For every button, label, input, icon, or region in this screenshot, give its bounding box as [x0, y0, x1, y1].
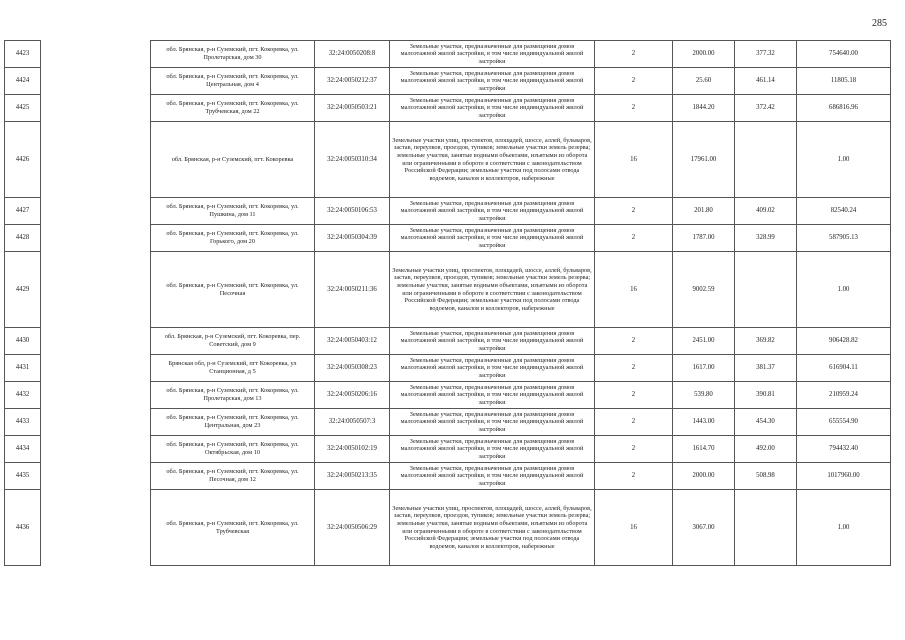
address-cell: обл. Брянская, р-н Суземский, пгт. Кокоревка, ул. Центральная, дом 4 [151, 68, 315, 95]
rate-cell: 328.99 [735, 225, 797, 252]
page-number: 285 [872, 18, 887, 29]
cadastral-number-cell: 32:24:0050208:8 [315, 41, 390, 68]
table-row [5, 436, 891, 463]
group-cell: 2 [595, 436, 673, 463]
address-cell: обл. Брянская, р-н Суземский, пгт. Кокоревка, ул. Октябрьская, дом 10 [151, 436, 315, 463]
cadastral-value-cell: 655554.90 [797, 409, 891, 436]
cadastral-number-cell: 32:24:0050507:3 [315, 409, 390, 436]
cadastral-number-cell: 32:24:0050304:39 [315, 225, 390, 252]
area-cell: 2000.00 [673, 463, 735, 490]
cadastral-number-cell: 32:24:0050106:53 [315, 198, 390, 225]
group-cell: 2 [595, 225, 673, 252]
row-number: 4427 [5, 198, 41, 225]
table-row [5, 382, 891, 409]
cadastral-number-cell: 32:24:0050206:16 [315, 382, 390, 409]
land-use-type-cell: Земельные участки, предназначенные для размещения домов малоэтажной жилой застройки, в том числе индивидуальной жилой застройки [390, 68, 595, 95]
table-row [5, 68, 891, 95]
group-cell: 16 [595, 122, 673, 198]
cadastral-value-cell: 1.00 [797, 252, 891, 328]
rate-cell [735, 122, 797, 198]
rate-cell: 369.82 [735, 328, 797, 355]
cadastral-number-cell: 32:24:0050506:29 [315, 490, 390, 566]
table-row [5, 463, 891, 490]
cadastral-number-cell: 32:24:0050211:36 [315, 252, 390, 328]
rate-cell: 381.37 [735, 355, 797, 382]
cadastral-value-cell: 1.00 [797, 490, 891, 566]
cadastral-value-cell: 210959.24 [797, 382, 891, 409]
area-cell: 539.80 [673, 382, 735, 409]
spacer-cell [41, 382, 151, 409]
group-cell: 2 [595, 95, 673, 122]
area-cell: 1614.70 [673, 436, 735, 463]
row-number: 4436 [5, 490, 41, 566]
area-cell: 25.60 [673, 68, 735, 95]
area-cell: 1443.00 [673, 409, 735, 436]
rate-cell: 372.42 [735, 95, 797, 122]
table-row [5, 252, 891, 328]
rate-cell: 377.32 [735, 41, 797, 68]
address-cell: обл. Брянская, р-н Суземский, пгт. Кокоревка, ул. Центральная, дом 23 [151, 409, 315, 436]
row-number: 4423 [5, 41, 41, 68]
address-cell: обл. Брянская, р-н Суземский, пгт. Кокоревка, ул. Пушкина, дом 11 [151, 198, 315, 225]
cadastral-number-cell: 32:24:0050308:23 [315, 355, 390, 382]
land-use-type-cell: Земельные участки, предназначенные для размещения домов малоэтажной жилой застройки, в том числе индивидуальной жилой застройки [390, 328, 595, 355]
land-use-type-cell: Земельные участки, предназначенные для размещения домов малоэтажной жилой застройки, в том числе индивидуальной жилой застройки [390, 382, 595, 409]
cadastral-value-cell: 82540.24 [797, 198, 891, 225]
row-number: 4433 [5, 409, 41, 436]
row-number: 4434 [5, 436, 41, 463]
land-use-type-cell: Земельные участки, предназначенные для размещения домов малоэтажной жилой застройки, в том числе индивидуальной жилой застройки [390, 95, 595, 122]
cadastral-value-cell: 686816.96 [797, 95, 891, 122]
area-cell: 1617.00 [673, 355, 735, 382]
group-cell: 2 [595, 409, 673, 436]
land-use-type-cell: Земельные участки, предназначенные для размещения домов малоэтажной жилой застройки, в том числе индивидуальной жилой застройки [390, 355, 595, 382]
address-cell: обл. Брянская, р-н Суземский, пгт. Кокоревка, ул. Трубчевская, дом 22 [151, 95, 315, 122]
table-row [5, 409, 891, 436]
spacer-cell [41, 198, 151, 225]
spacer-cell [41, 355, 151, 382]
spacer-cell [41, 490, 151, 566]
cadastral-number-cell: 32:24:0050213:35 [315, 463, 390, 490]
area-cell: 201.80 [673, 198, 735, 225]
table-body [5, 41, 891, 566]
land-use-type-cell: Земельные участки, предназначенные для размещения домов малоэтажной жилой застройки, в том числе индивидуальной жилой застройки [390, 41, 595, 68]
address-cell: обл. Брянская, р-н Суземский, пгт. Кокоревка, ул. Горького, дом 20 [151, 225, 315, 252]
address-cell: обл. Брянская, р-н Суземский, пгт. Кокоревка, ул. Песочная, дом 12 [151, 463, 315, 490]
cadastral-value-cell: 1.00 [797, 122, 891, 198]
row-number: 4428 [5, 225, 41, 252]
land-use-type-cell: Земельные участки, предназначенные для размещения домов малоэтажной жилой застройки, в том числе индивидуальной жилой застройки [390, 225, 595, 252]
address-cell: Брянская обл, р-н Суземский, пгт Кокоревка, ул Станционная, д 5 [151, 355, 315, 382]
group-cell: 16 [595, 252, 673, 328]
area-cell: 1844.20 [673, 95, 735, 122]
address-cell: обл. Брянская, р-н Суземский, пгт. Кокоревка, ул. Пролетарская, дом 30 [151, 41, 315, 68]
row-number: 4424 [5, 68, 41, 95]
address-cell: обл. Брянская, р-н Суземский, пгт. Кокоревка, ул. Трубчевская [151, 490, 315, 566]
land-use-type-cell: Земельные участки, предназначенные для размещения домов малоэтажной жилой застройки, в том числе индивидуальной жилой застройки [390, 463, 595, 490]
spacer-cell [41, 41, 151, 68]
rate-cell: 461.14 [735, 68, 797, 95]
cadastral-value-cell: 906428.82 [797, 328, 891, 355]
land-use-type-cell: Земельные участки улиц, проспектов, площадей, шоссе, аллей, бульваров, застав, переулков, проездов, тупиков; земельные участки земель резерва; земельные участки, занятые водными объектами, изъятыми из оборота или ограниченными в обороте в соответствии с законодательством Российской Федерации; земельные участки под полосами отвода водоемов, каналов и коллекторов, набережные [390, 490, 595, 566]
table-row [5, 41, 891, 68]
spacer-cell [41, 436, 151, 463]
row-number: 4430 [5, 328, 41, 355]
rate-cell: 508.98 [735, 463, 797, 490]
area-cell: 1787.00 [673, 225, 735, 252]
group-cell: 2 [595, 328, 673, 355]
area-cell: 3067.00 [673, 490, 735, 566]
address-cell: обл. Брянская, р-н Суземский, пгт. Кокоревка, ул. Песочная [151, 252, 315, 328]
rate-cell [735, 490, 797, 566]
rate-cell: 390.81 [735, 382, 797, 409]
address-cell: обл. Брянская, р-н Суземский, пгт. Кокоревка, пер. Советский, дом 9 [151, 328, 315, 355]
cadastral-value-cell: 754640.00 [797, 41, 891, 68]
group-cell: 16 [595, 490, 673, 566]
cadastral-value-cell: 616904.11 [797, 355, 891, 382]
area-cell: 9002.59 [673, 252, 735, 328]
row-number: 4432 [5, 382, 41, 409]
area-cell: 2000.00 [673, 41, 735, 68]
cadastral-number-cell: 32:24:0050310:34 [315, 122, 390, 198]
row-number: 4425 [5, 95, 41, 122]
group-cell: 2 [595, 382, 673, 409]
rate-cell: 492.00 [735, 436, 797, 463]
land-use-type-cell: Земельные участки, предназначенные для размещения домов малоэтажной жилой застройки, в том числе индивидуальной жилой застройки [390, 409, 595, 436]
area-cell: 17961.00 [673, 122, 735, 198]
spacer-cell [41, 463, 151, 490]
table-row [5, 355, 891, 382]
cadastral-number-cell: 32:24:0050102:19 [315, 436, 390, 463]
group-cell: 2 [595, 355, 673, 382]
address-cell: обл. Брянская, р-н Суземский, пгт. Кокоревка [151, 122, 315, 198]
spacer-cell [41, 328, 151, 355]
table-row [5, 95, 891, 122]
cadastral-number-cell: 32:24:0050403:12 [315, 328, 390, 355]
land-use-type-cell: Земельные участки, предназначенные для размещения домов малоэтажной жилой застройки, в том числе индивидуальной жилой застройки [390, 436, 595, 463]
cadastral-value-cell: 587905.13 [797, 225, 891, 252]
group-cell: 2 [595, 68, 673, 95]
row-number: 4431 [5, 355, 41, 382]
group-cell: 2 [595, 463, 673, 490]
table-row [5, 122, 891, 198]
spacer-cell [41, 225, 151, 252]
row-number: 4429 [5, 252, 41, 328]
cadastral-value-cell: 11805.18 [797, 68, 891, 95]
spacer-cell [41, 252, 151, 328]
spacer-cell [41, 409, 151, 436]
spacer-cell [41, 95, 151, 122]
cadastral-value-cell: 794432.40 [797, 436, 891, 463]
row-number: 4426 [5, 122, 41, 198]
table-row [5, 490, 891, 566]
address-cell: обл. Брянская, р-н Суземский, пгт. Кокоревка, ул. Пролетарская, дом 13 [151, 382, 315, 409]
land-use-type-cell: Земельные участки улиц, проспектов, площадей, шоссе, аллей, бульваров, застав, переулков, проездов, тупиков; земельные участки земель резерва; земельные участки, занятые водными объектами, изъятыми из оборота или ограниченными в обороте в соответствии с законодательством Российской Федерации; земельные участки под полосами отвода водоемов, каналов и коллекторов, набережные [390, 252, 595, 328]
row-number: 4435 [5, 463, 41, 490]
table-row [5, 198, 891, 225]
group-cell: 2 [595, 41, 673, 68]
rate-cell [735, 252, 797, 328]
land-use-type-cell: Земельные участки улиц, проспектов, площадей, шоссе, аллей, бульваров, застав, переулков, проездов, тупиков; земельные участки земель резерва; земельные участки, занятые водными объектами, изъятыми из оборота или ограниченными в обороте в соответствии с законодательством Российской Федерации; земельные участки под полосами отвода водоемов, каналов и коллекторов, набережные [390, 122, 595, 198]
cadastral-number-cell: 32:24:0050212:37 [315, 68, 390, 95]
land-use-type-cell: Земельные участки, предназначенные для размещения домов малоэтажной жилой застройки, в том числе индивидуальной жилой застройки [390, 198, 595, 225]
spacer-cell [41, 122, 151, 198]
rate-cell: 409.02 [735, 198, 797, 225]
rate-cell: 454.30 [735, 409, 797, 436]
table-row [5, 328, 891, 355]
spacer-cell [41, 68, 151, 95]
cadastral-number-cell: 32:24:0050503:21 [315, 95, 390, 122]
group-cell: 2 [595, 198, 673, 225]
table-row [5, 225, 891, 252]
land-cadastral-table [4, 40, 891, 566]
cadastral-value-cell: 1017960.00 [797, 463, 891, 490]
area-cell: 2451.00 [673, 328, 735, 355]
